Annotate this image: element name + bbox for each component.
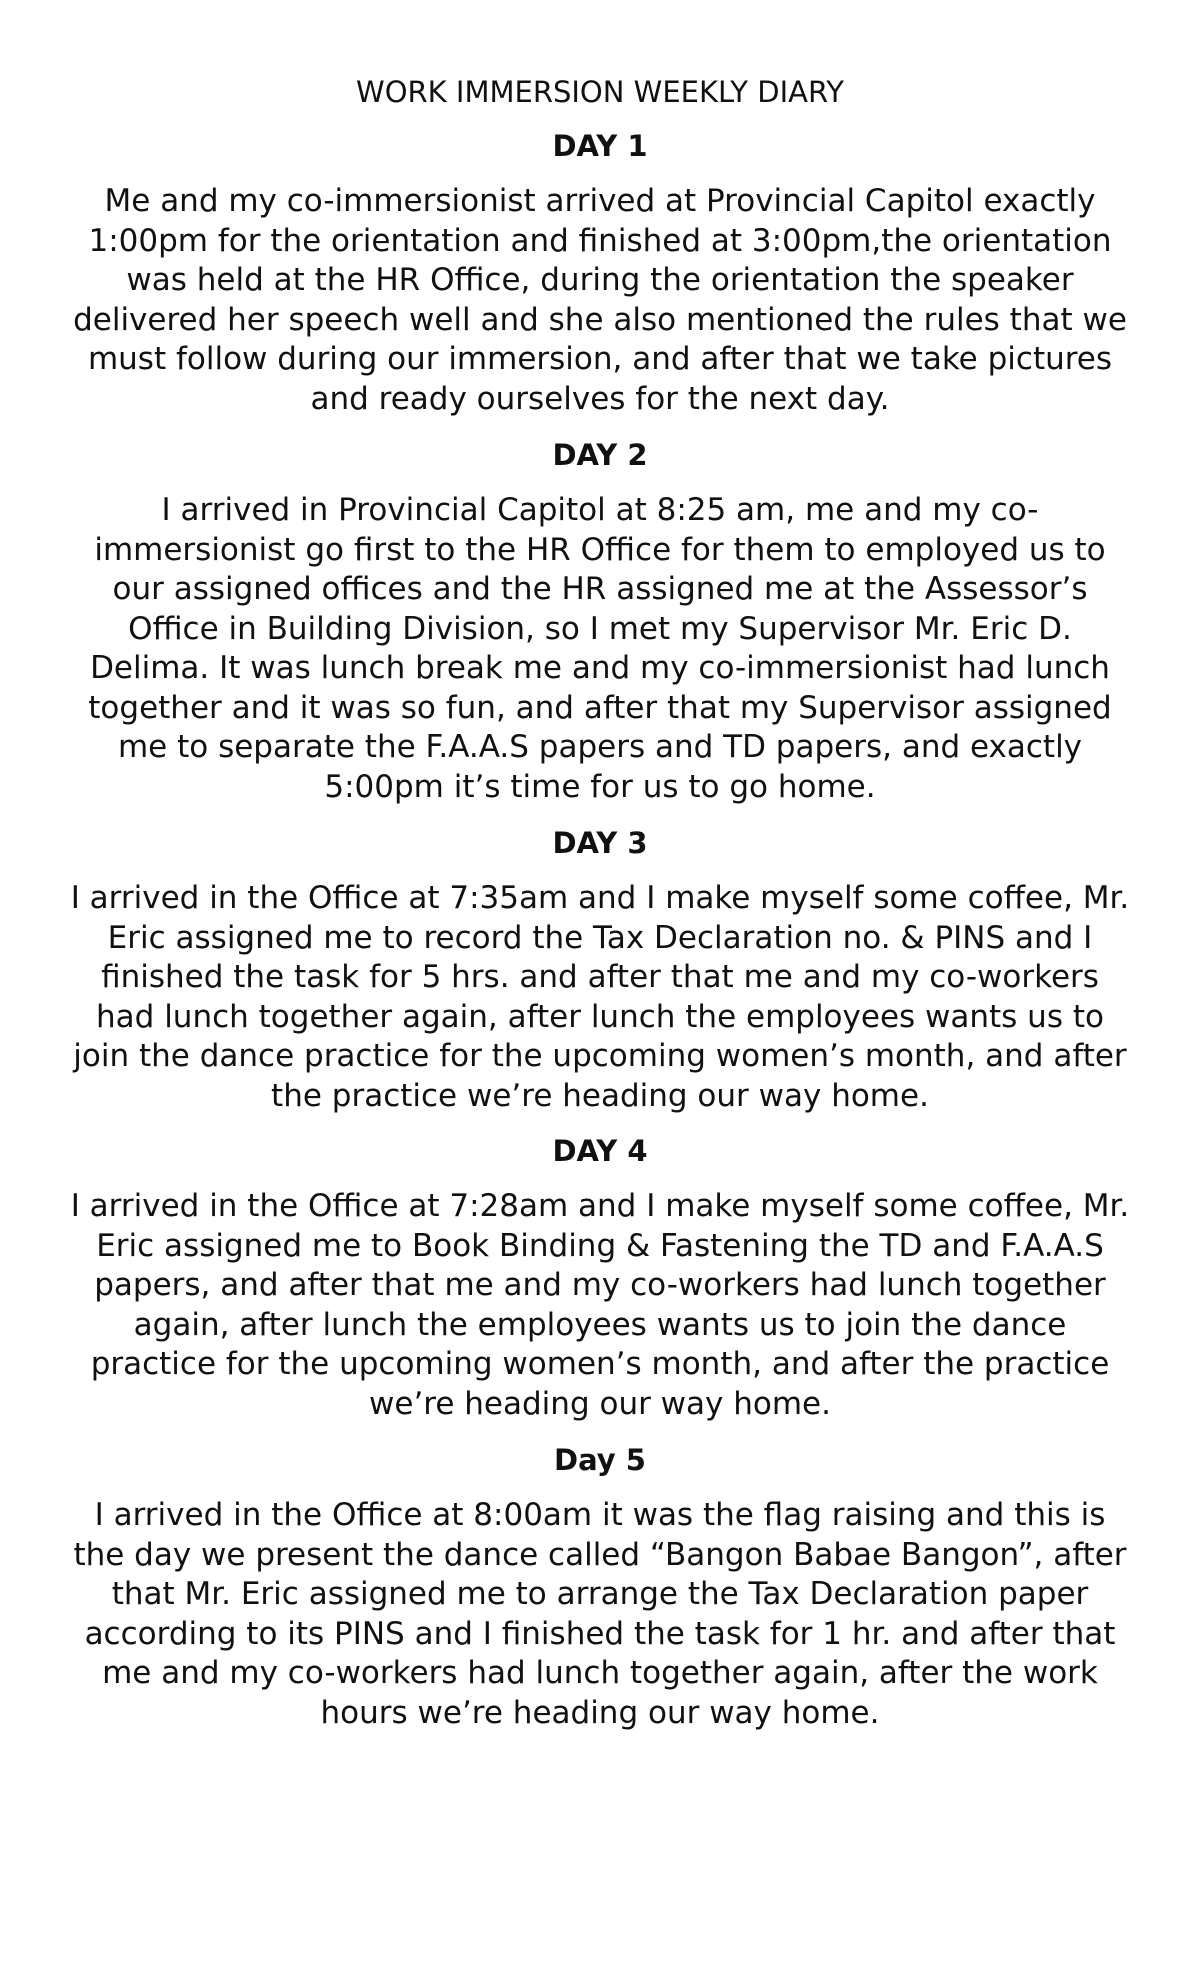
diary-entry-day-1 xyxy=(70,128,1130,419)
diary-entry-day-5 xyxy=(70,1442,1130,1733)
document-title: WORK IMMERSION WEEKLY DIARY xyxy=(356,75,844,109)
day-text: Me and my co-immersionist arrived at Provincial Capitol exactly 1:00pm for the orientation and finished at 3:00pm,the orientation was held at the HR Office, during the orientation the speaker delivered her speech well and she also mentioned the rules that we must follow during our immersion, and after that we take pictures and ready ourselves for the next day. xyxy=(73,183,1127,417)
diary-entry-day-2 xyxy=(70,437,1130,807)
day-text: I arrived in the Office at 8:00am it was the flag raising and this is the day we present the dance called “Bangon Babae Bangon”, after that Mr. Eric assigned me to arrange the Tax Declaration paper according to its PINS and I finished the task for 1 hr. and after that me and my co-workers had lunch together again, after the work hours we’re heading our way home. xyxy=(73,1497,1127,1731)
diary-entry-day-3 xyxy=(70,825,1130,1116)
day-text: I arrived in the Office at 7:28am and I make myself some coffee, Mr. Eric assigned me to Book Binding & Fastening the TD and F.A.A.S papers, and after that me and my co-workers had lunch together again, after lunch the employees wants us to join the dance practice for the upcoming women’s month, and after the practice we’re heading our way home. xyxy=(70,1188,1130,1422)
day-heading: DAY 3 xyxy=(552,826,648,860)
day-heading: DAY 2 xyxy=(552,438,648,472)
day-heading: DAY 4 xyxy=(552,1134,648,1168)
day-heading: Day 5 xyxy=(554,1443,646,1477)
day-heading: DAY 1 xyxy=(552,129,648,163)
diary-entry-day-4 xyxy=(70,1133,1130,1424)
day-text: I arrived in the Office at 7:35am and I make myself some coffee, Mr. Eric assigned me to record the Tax Declaration no. & PINS and I finished the task for 5 hrs. and after that me and my co-workers had lunch together again, after lunch the employees wants us to join the dance practice for the upcoming women’s month, and after the practice we’re heading our way home. xyxy=(70,880,1130,1114)
day-text: I arrived in Provincial Capitol at 8:25 am, me and my co-immersionist go first to the HR Office for them to employed us to our assigned offices and the HR assigned me at the Assessor’s Office in Building Division, so I met my Supervisor Mr. Eric D. Delima. It was lunch break me and my co-immersionist had lunch together and it was so fun, and after that my Supervisor assigned me to separate the F.A.A.S papers and TD papers, and exactly 5:00pm it’s time for us to go home. xyxy=(88,492,1112,805)
